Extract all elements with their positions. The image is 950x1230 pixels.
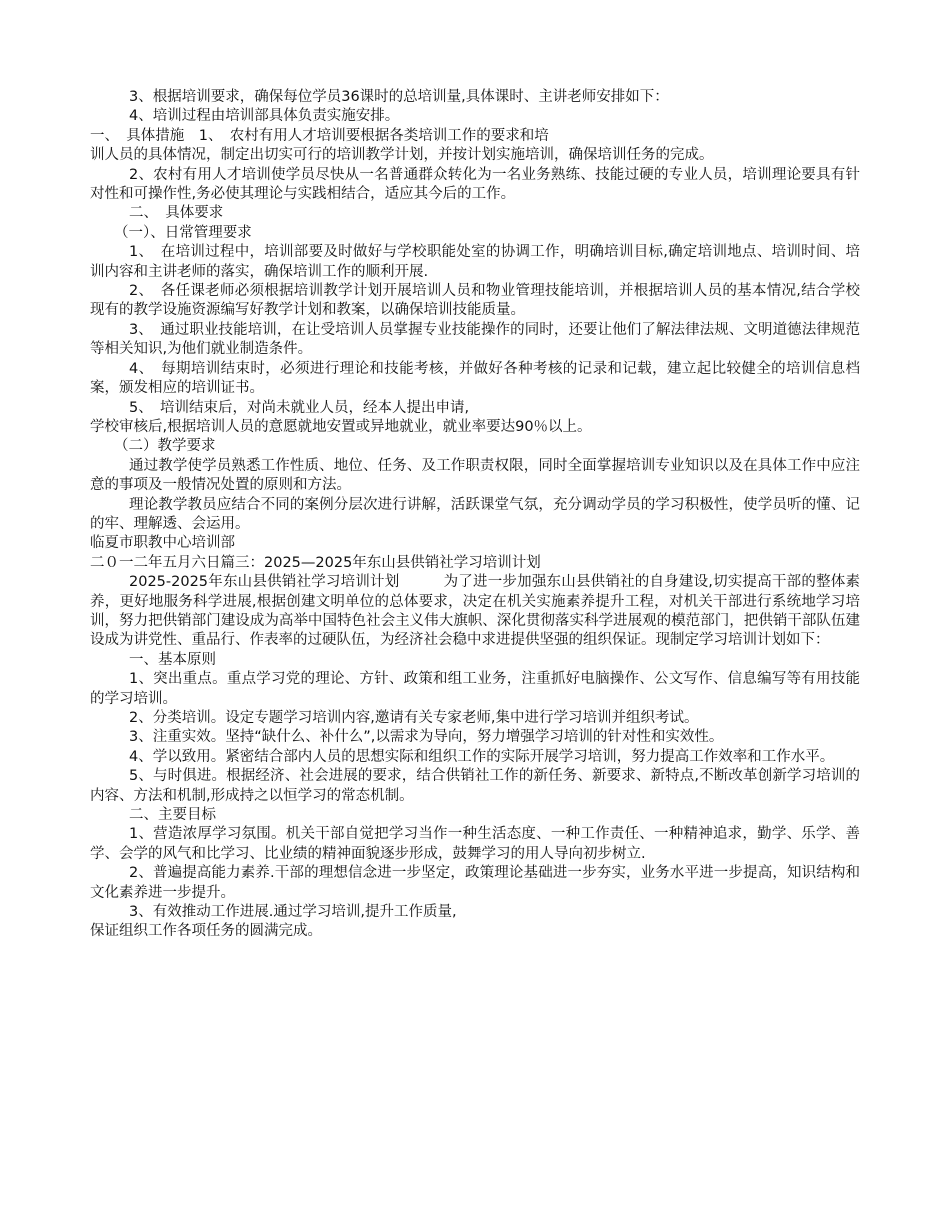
paragraph: 3、根据培训要求，确保每位学员36课时的总培训量,具体课时、主讲老师安排如下：: [129, 89, 669, 105]
paragraph: （一）、日常管理要求: [114, 224, 252, 241]
paragraph: 1、 在培训过程中，培训部要及时做好与学校职能处室的协调工作，明确培训目标,确定培训地点、培训时间、培训内容和主讲老师的落实，确保培训工作的顺利开展.: [90, 244, 860, 280]
paragraph: 二０一二年五月六日篇三：2025—2025年东山县供销社学习培训计划: [90, 554, 541, 571]
paragraph: 2、 各任课老师必须根据培训教学计划开展培训人员和物业管理技能培训，并根据培训人员的基本情况,结合学校现有的教学设施资源编写好教学计划和教案，以确保培训技能质量。: [90, 283, 860, 319]
paragraph: 4、学以致用。紧密结合部内人员的思想实际和组织工作的实际开展学习培训，努力提高工作效率和工作水平。: [129, 748, 835, 765]
paragraph: 训人员的具体情况，制定出切实可行的培训教学计划，并按计划实施培训，确保培训任务的完成。: [90, 147, 714, 164]
paragraph: 二、 具体要求: [129, 205, 224, 222]
paragraph: 3、 通过职业技能培训，在让受培训人员掌握专业技能操作的同时，还要让他们了解法律法规、文明道德法律规范等相关知识,为他们就业制造条件。: [90, 321, 860, 358]
paragraph: 4、 每期培训结束时，必须进行理论和技能考核，并做好各种考核的记录和记载，建立起比较健全的培训信息档案，颁发相应的培训证书。: [90, 360, 860, 397]
paragraph: 临夏市职教中心培训部: [90, 535, 235, 552]
paragraph: 一、 具体措施 1、 农村有用人才培训要根据各类培训工作的要求和培: [90, 127, 549, 144]
paragraph: 1、突出重点。重点学习党的理论、方针、政策和组工业务，注重抓好电脑操作、公文写作、信息编写等有用技能的学习培训。: [90, 671, 860, 707]
paragraph: 1、营造浓厚学习氛围。机关干部自觉把学习当作一种生活态度、一种工作责任、一种精神追求，勤学、乐学、善学、会学的风气和比学习、比业绩的精神面貌逐步形成，鼓舞学习的用人导向初步树立.: [90, 826, 860, 862]
paragraph: 一、基本原则: [129, 651, 216, 668]
paragraph: （二）教学要求: [114, 438, 216, 455]
paragraph: 保证组织工作各项任务的圆满完成。: [90, 923, 322, 940]
paragraph: 3、有效推动工作进展.通过学习培训,提升工作质量,: [129, 904, 457, 921]
paragraph: 5、与时俱进。根据经济、社会进展的要求，结合供销社工作的新任务、新要求、新特点,不断改革创新学习培训的内容、方法和机制,形成持之以恒学习的常态机制。: [90, 768, 860, 804]
paragraph: 2、农村有用人才培训使学员尽快从一名普通群众转化为一名业务熟练、技能过硬的专业人员，培训理论要具有针对性和可操作性,务必使其理论与实践相结合，适应其今后的工作。: [90, 166, 860, 203]
paragraph: 3、注重实效。坚持“缺什么、补什么”,以需求为导向，努力增强学习培训的针对性和实效性。: [129, 729, 724, 746]
paragraph: 4、培训过程由培训部具体负责实施安排。: [129, 108, 400, 125]
paragraph: 2、普遍提高能力素养.干部的理想信念进一步坚定，政策理论基础进一步夯实，业务水平进一步提高，知识结构和文化素养进一步提升。: [90, 865, 860, 901]
document-body: [90, 88, 860, 942]
paragraph: 通过教学使学员熟悉工作性质、地位、任务、及工作职责权限，同时全面掌握培训专业知识以及在具体工作中应注意的事项及一般情况处置的原则和方法。: [90, 457, 860, 494]
paragraph: 理论教学教员应结合不同的案例分层次进行讲解，活跃课堂气氛，充分调动学员的学习积极性，使学员听的懂、记的牢、理解透、会运用。: [90, 496, 860, 532]
paragraph: 二、主要目标: [129, 807, 216, 824]
paragraph: 学校审核后,根据培训人员的意愿就地安置或异地就业，就业率要达90％以上。: [90, 418, 592, 435]
paragraph: 2、分类培训。设定专题学习培训内容,邀请有关专家老师,集中进行学习培训并组织考试。: [129, 710, 699, 726]
paragraph: 5、 培训结束后，对尚未就业人员，经本人提出申请,: [129, 399, 470, 416]
paragraph: 2025-2025年东山县供销社学习培训计划 为了进一步加强东山县供销社的自身建设,切实提高干部的整体素养，更好地服务科学进展,根据创建文明单位的总体要求，决定在机关实施素养提升工程，对机关干部进行系统地学习培训，努力把供销部门建设成为高举中国特色社会主义伟大旗帜、深化贯彻落实科学进展观的模范部门，把供销干部队伍建设成为讲党性、重品行、作表率的过硬队伍，为经济社会稳中求进提供坚强的组织保证。现制定学习培训计划如下：: [90, 574, 860, 649]
